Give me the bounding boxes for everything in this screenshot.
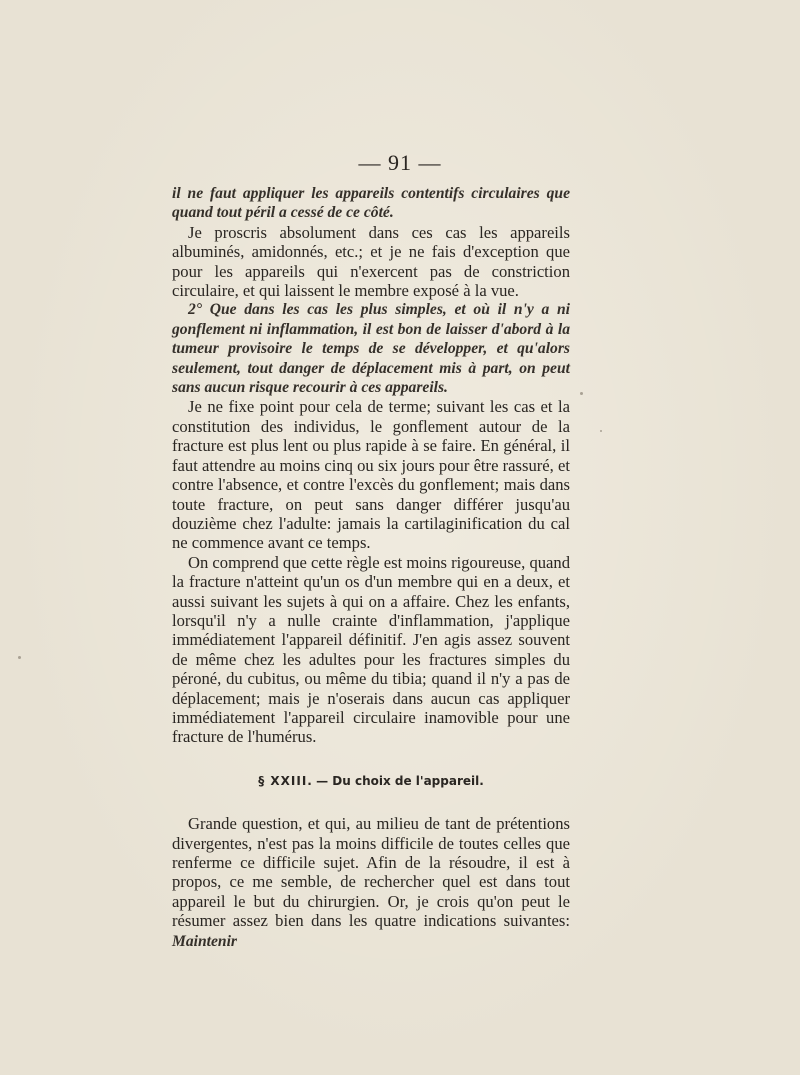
paragraph: Je ne fixe point pour cela de terme; suivant les cas et la constitution des individus, le gonflement autour de la fracture est plus lent ou plus rapide à se faire. En général, il faut attendre au moins cinq ou six jours pour être rassuré, et contre l'absence, et contre l'excès du gonflement; mais dans toute fracture, on peut sans danger différer jusqu'au douzième chez l'adulte: jamais la cartilaginification du cal ne commence avant ce temps. (172, 397, 570, 553)
paragraph: On comprend que cette règle est moins rigoureuse, quand la fracture n'atteint qu'un os d'un membre qui en a deux, et aussi suivant les sujets à qui on a affaire. Chez les enfants, lorsqu'il n'y a nulle crainte d'inflammation, j'applique immédiatement l'appareil définitif. J'en agis assez souvent de même chez les adultes pour les fractures simples du péroné, du cubitus, ou même du tibia; quand il n'y a pas de déplacement; mais je n'oserais dans aucun cas appliquer immédiatement l'appareil circulaire inamovible pour une fracture de l'humérus. (172, 552, 570, 747)
paragraph (172, 814, 570, 951)
paper-spot (580, 392, 583, 395)
catchword: Maintenir (172, 932, 237, 950)
section-title: — Du choix de l'appareil. (316, 773, 484, 788)
paragraph: il ne faut appliquer les appareils contentifs circulaires que quand tout péril a cessé de ce côté. (172, 185, 570, 222)
body-text (172, 184, 570, 951)
paper-spot (18, 656, 21, 659)
section-heading (172, 771, 570, 791)
paragraph-text: Grande question, et qui, au milieu de tant de prétentions divergentes, n'est pas la moins difficile de toutes celles que renferme ce difficile sujet. Afin de la résoudre, il est à propos, ce me semble, de rechercher quel est dans tout appareil le but du chirurgien. Or, je crois qu'on peut le résumer assez bien dans les quatre indications suivantes: (172, 814, 570, 931)
paragraph: Je proscris absolument dans ces cas les appareils albuminés, amidonnés, etc.; et je ne fais d'exception que pour les appareils qui n'exercent pas de constriction circulaire, et qui laissent le membre exposé à la vue. (172, 222, 570, 301)
paper-spot (600, 430, 602, 432)
paragraph: 2° Que dans les cas les plus simples, et où il n'y a ni gonflement ni inflammation, il est bon de laisser d'abord à la tumeur provisoire le temps de se développer, et qu'alors seulement, tout danger de déplacement mis à part, on peut sans aucun risque recourir à ces appareils. (172, 301, 570, 397)
section-number: § XXIII. (258, 773, 313, 788)
page-number: — 91 — (358, 150, 442, 175)
